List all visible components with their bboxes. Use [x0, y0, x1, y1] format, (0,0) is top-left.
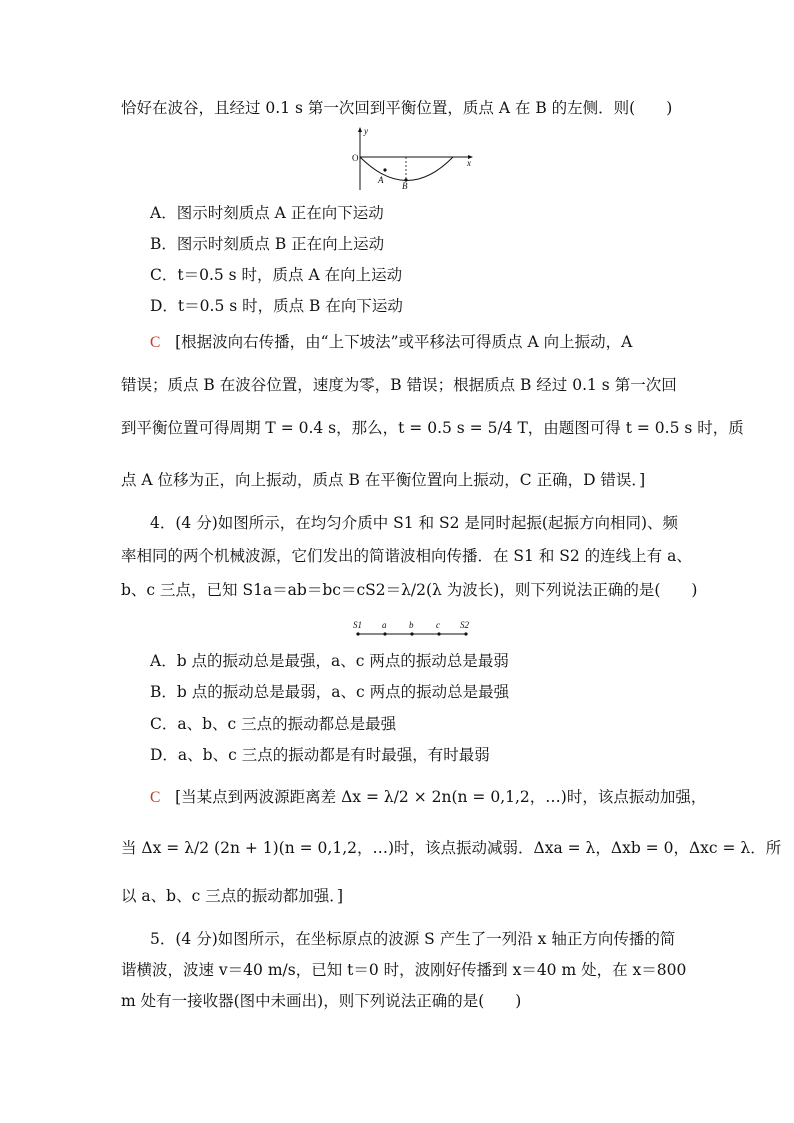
q4-explain-1: [当某点到两波源距离差 Δx = λ/2 × 2n(n = 0,1,2，…)时，该点振动加强， [175, 788, 707, 806]
q3-option-a: A．图示时刻质点 A 正在向下运动 [150, 204, 384, 222]
q4-stem-2: 率相同的两个机械波源，它们发出的简谐波相向传播．在 S1 和 S2 的连线上有 a、 [121, 547, 692, 565]
q4-dot-b [410, 632, 413, 635]
q4-label-s2: S2 [460, 620, 469, 630]
q3-option-d: D．t＝0.5 s 时，质点 B 在向下运动 [150, 297, 403, 315]
q4-answer-line [150, 787, 706, 808]
q4-explain-3: 以 a、b、c 三点的振动都加强．] [121, 887, 343, 905]
q4-label-s1: S1 [353, 620, 362, 630]
q3-y-arrow [358, 127, 362, 132]
q4-dot-s1 [356, 632, 359, 635]
q3-explain-2: 错误；质点 B 在波谷位置，速度为零，B 错误；根据质点 B 经过 0.1 s 第一次回 [121, 376, 677, 394]
q4-source-line-figure [350, 618, 475, 640]
q4-dot-s2 [464, 632, 467, 635]
q4-dot-c [437, 632, 440, 635]
q4-dot-a [383, 632, 386, 635]
q3-option-c: C．t＝0.5 s 时，质点 A 在向上运动 [150, 266, 403, 284]
q3-b-label: B [402, 181, 408, 191]
q4-answer: C [150, 789, 161, 806]
q3-explain-3: 到平衡位置可得周期 T = 0.4 s，那么，t = 0.5 s = 5/4 T，由题图可得 t = 0.5 s 时，质 [121, 419, 744, 437]
q4-label-c: c [436, 620, 440, 630]
q3-answer: C [150, 334, 161, 351]
q4-stem-1: 4．(4 分)如图所示，在均匀介质中 S1 和 S2 是同时起振(起振方向相同)、频 [150, 514, 679, 532]
q4-stem-3: b、c 三点，已知 S1a＝ab＝bc＝cS2＝λ/2(λ 为波长)，则下列说法正确的是( ) [121, 581, 698, 599]
q4-option-b: B．b 点的振动总是最弱，a、c 两点的振动总是最强 [150, 683, 510, 701]
q3-explain-4: 点 A 位移为正，向上振动，质点 B 在平衡位置向上振动，C 正确，D 错误．] [121, 471, 646, 489]
q3-point-a [383, 168, 386, 171]
q3-answer-line [150, 332, 632, 353]
q3-wave-figure [345, 126, 480, 192]
q3-y-label: y [364, 126, 368, 136]
q3-option-b: B．图示时刻质点 B 正在向上运动 [150, 235, 385, 253]
q4-option-c: C．a、b、c 三点的振动都总是最强 [150, 715, 397, 733]
q3-stem-tail: 恰好在波谷，且经过 0.1 s 第一次回到平衡位置，质点 A 在 B 的左侧．则( ) [121, 99, 673, 117]
q4-option-a: A．b 点的振动总是最强，a、c 两点的振动总是最弱 [150, 652, 509, 670]
q4-label-a: a [382, 620, 387, 630]
q3-x-label: x [467, 158, 471, 168]
q3-wave-curve [360, 157, 453, 181]
q4-option-d: D．a、b、c 三点的振动都是有时最强，有时最弱 [150, 746, 490, 764]
q4-label-b: b [409, 620, 414, 630]
q5-stem-1: 5．(4 分)如图所示，在坐标原点的波源 S 产生了一列沿 x 轴正方向传播的简 [150, 930, 676, 948]
q3-origin-label: O [352, 153, 359, 163]
q4-explain-2: 当 Δx = λ/2 (2n + 1)(n = 0,1,2，…)时，该点振动减弱．Δxa = λ，Δxb = 0，Δxc = λ．所 [121, 839, 782, 857]
q5-stem-3: m 处有一接收器(图中未画出)，则下列说法正确的是( ) [121, 992, 522, 1010]
q3-explain-1: [根据波向右传播，由“上下坡法”或平移法可得质点 A 向上振动，A [175, 333, 633, 351]
q3-a-label: A [378, 175, 384, 185]
q5-stem-2: 谐横波，波速 v＝40 m/s，已知 t＝0 时，波刚好传播到 x＝40 m 处，在 x＝800 [121, 961, 687, 979]
